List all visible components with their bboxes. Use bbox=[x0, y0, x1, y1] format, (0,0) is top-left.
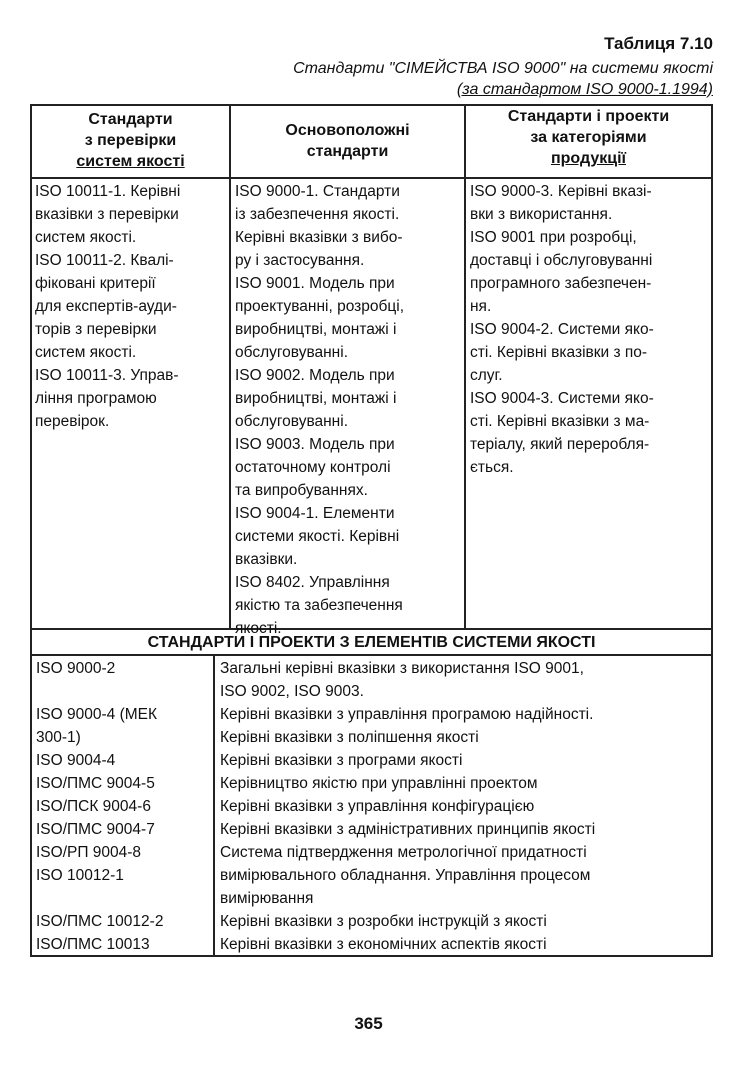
cell-line: слуг. bbox=[470, 367, 503, 384]
standard-description bbox=[220, 703, 710, 749]
header-line: стандарти bbox=[306, 143, 389, 160]
standard-code bbox=[36, 657, 226, 680]
cell-line: ISO 9004-3. Системи яко- bbox=[470, 390, 654, 407]
cell-line: ISO 8402. Управління bbox=[235, 574, 390, 591]
cell-line: перевірок. bbox=[35, 413, 110, 430]
cell-line: сті. Керівні вказівки з ма- bbox=[470, 413, 650, 430]
desc-line: Керівні вказівки з управління програмою надійності. bbox=[220, 706, 594, 723]
cell-line: та випробуваннях. bbox=[235, 482, 368, 499]
standard-code bbox=[36, 703, 226, 749]
header-line: Стандарти bbox=[88, 111, 173, 128]
code-line: ISO 9004-4 bbox=[36, 752, 116, 769]
table-row bbox=[32, 703, 711, 749]
cell-line: обслуговуванні. bbox=[235, 413, 348, 430]
cell-line: ISO 10011-2. Квалі- bbox=[35, 252, 174, 269]
header-line: продукції bbox=[550, 150, 627, 167]
standard-code bbox=[36, 795, 226, 818]
desc-line: Система підтвердження метрологічної придатності bbox=[220, 844, 587, 861]
standards-table bbox=[30, 104, 713, 957]
cell-line: торів з перевірки bbox=[35, 321, 157, 338]
cell-line: ISO 9001. Модель при bbox=[235, 275, 395, 292]
header-line: Стандарти і проекти bbox=[507, 108, 670, 125]
header-col-3 bbox=[466, 106, 711, 169]
col-divider-2 bbox=[464, 106, 466, 628]
table-row bbox=[32, 910, 711, 933]
section-title: СТАНДАРТИ І ПРОЕКТИ З ЕЛЕМЕНТІВ СИСТЕМИ ЯКОСТІ bbox=[147, 634, 596, 651]
table-row bbox=[32, 749, 711, 772]
standard-code bbox=[36, 910, 226, 933]
desc-line: Загальні керівні вказівки з використання ISO 9001, bbox=[220, 660, 584, 677]
col-divider-1 bbox=[229, 106, 231, 628]
cell-line: програмного забезпечен- bbox=[470, 275, 652, 292]
desc-line: Керівні вказівки з адміністративних принципів якості bbox=[220, 821, 596, 838]
section-bottom-rule bbox=[32, 654, 711, 656]
code-line: ISO/ПМС 9004-7 bbox=[36, 821, 155, 838]
desc-line: вимірювального обладнання. Управління процесом bbox=[220, 867, 591, 884]
page-number: 365 bbox=[354, 1014, 383, 1033]
body-col-1 bbox=[35, 180, 229, 433]
cell-line: вказівки з перевірки bbox=[35, 206, 179, 223]
header-col-2 bbox=[231, 120, 464, 162]
table-number: Таблиця 7.10 bbox=[604, 34, 713, 53]
cell-line: остаточному контролі bbox=[235, 459, 391, 476]
cell-line: ISO 9001 при розробці, bbox=[470, 229, 637, 246]
standard-description bbox=[220, 772, 710, 795]
header-line: систем якості bbox=[76, 153, 185, 170]
standard-description bbox=[220, 749, 710, 772]
cell-line: систем якості. bbox=[35, 344, 137, 361]
body-col-2 bbox=[235, 180, 464, 640]
code-line: ISO/ПМС 10013 bbox=[36, 936, 150, 953]
standard-code bbox=[36, 772, 226, 795]
body-col-3 bbox=[470, 180, 711, 479]
caption-line-2: (за стандартом ISO 9000-1.1994) bbox=[456, 81, 713, 98]
code-line: ISO 10012-1 bbox=[36, 867, 124, 884]
cell-line: систем якості. bbox=[35, 229, 137, 246]
cell-line: фіковані критерії bbox=[35, 275, 156, 292]
code-line: ISO/ПМС 10012-2 bbox=[36, 913, 164, 930]
header-col-1 bbox=[32, 109, 229, 172]
desc-line: ISO 9002, ISO 9003. bbox=[220, 683, 364, 700]
cell-line: вки з використання. bbox=[470, 206, 613, 223]
cell-line: виробництві, монтажі і bbox=[235, 321, 397, 338]
table-row bbox=[32, 657, 711, 703]
standard-description bbox=[220, 933, 710, 956]
cell-line: ISO 9004-1. Елементи bbox=[235, 505, 395, 522]
code-line: ISO/ПМС 9004-5 bbox=[36, 775, 155, 792]
standard-description bbox=[220, 841, 710, 910]
header-rule bbox=[32, 177, 711, 179]
desc-line: Керівні вказівки з програми якості bbox=[220, 752, 463, 769]
desc-line: вимірювання bbox=[220, 890, 314, 907]
standard-code bbox=[36, 749, 226, 772]
standard-description bbox=[220, 795, 710, 818]
cell-line: ється. bbox=[470, 459, 514, 476]
table-row bbox=[32, 795, 711, 818]
standard-description bbox=[220, 910, 710, 933]
cell-line: ISO 10011-3. Управ- bbox=[35, 367, 179, 384]
standard-description bbox=[220, 818, 710, 841]
cell-line: обслуговуванні. bbox=[235, 344, 348, 361]
cell-line: сті. Керівні вказівки з по- bbox=[470, 344, 648, 361]
cell-line: якості. bbox=[235, 620, 282, 637]
standard-description bbox=[220, 657, 710, 703]
cell-line: для експертів-ауди- bbox=[35, 298, 177, 315]
cell-line: теріалу, який переробля- bbox=[470, 436, 650, 453]
table-row bbox=[32, 841, 711, 910]
code-line: 300-1) bbox=[36, 729, 81, 746]
table-caption bbox=[113, 58, 713, 100]
cell-line: ру і застосування. bbox=[235, 252, 365, 269]
cell-line: вказівки. bbox=[235, 551, 298, 568]
header-line: з перевірки bbox=[84, 132, 177, 149]
cell-line: ISO 9002. Модель при bbox=[235, 367, 395, 384]
desc-line: Керівні вказівки з поліпшення якості bbox=[220, 729, 479, 746]
table-row bbox=[32, 818, 711, 841]
header-line: за категоріями bbox=[530, 129, 647, 146]
header-line: Основоположні bbox=[285, 122, 410, 139]
desc-line: Керівні вказівки з економічних аспектів якості bbox=[220, 936, 547, 953]
cell-line: ня. bbox=[470, 298, 492, 315]
cell-line: ISO 9004-2. Системи яко- bbox=[470, 321, 654, 338]
desc-line: Керівництво якістю при управлінні проектом bbox=[220, 775, 538, 792]
cell-line: ISO 9000-1. Стандарти bbox=[235, 183, 400, 200]
cell-line: ISO 9003. Модель при bbox=[235, 436, 395, 453]
cell-line: доставці і обслуговуванні bbox=[470, 252, 653, 269]
cell-line: Керівні вказівки з вибо- bbox=[235, 229, 403, 246]
code-line: ISO/ПСК 9004-6 bbox=[36, 798, 151, 815]
table-row bbox=[32, 933, 711, 956]
cell-line: якістю та забезпечення bbox=[235, 597, 403, 614]
cell-line: проектуванні, розробці, bbox=[235, 298, 405, 315]
cell-line: ління програмою bbox=[35, 390, 157, 407]
standard-code bbox=[36, 841, 226, 887]
standard-code bbox=[36, 933, 226, 956]
desc-line: Керівні вказівки з управління конфігурацією bbox=[220, 798, 535, 815]
code-line: ISO/РП 9004-8 bbox=[36, 844, 142, 861]
standard-code bbox=[36, 818, 226, 841]
cell-line: ISO 10011-1. Керівні bbox=[35, 183, 181, 200]
table-row bbox=[32, 772, 711, 795]
desc-line: Керівні вказівки з розробки інструкцій з якості bbox=[220, 913, 547, 930]
cell-line: із забезпечення якості. bbox=[235, 206, 400, 223]
cell-line: виробництві, монтажі і bbox=[235, 390, 397, 407]
cell-line: ISO 9000-3. Керівні вказі- bbox=[470, 183, 652, 200]
caption-line-1: Стандарти "СІМЕЙСТВА ISO 9000" на системи якості bbox=[293, 60, 713, 77]
code-line: ISO 9000-4 (МЕК bbox=[36, 706, 158, 723]
cell-line: системи якості. Керівні bbox=[235, 528, 400, 545]
code-line: ISO 9000-2 bbox=[36, 660, 116, 677]
